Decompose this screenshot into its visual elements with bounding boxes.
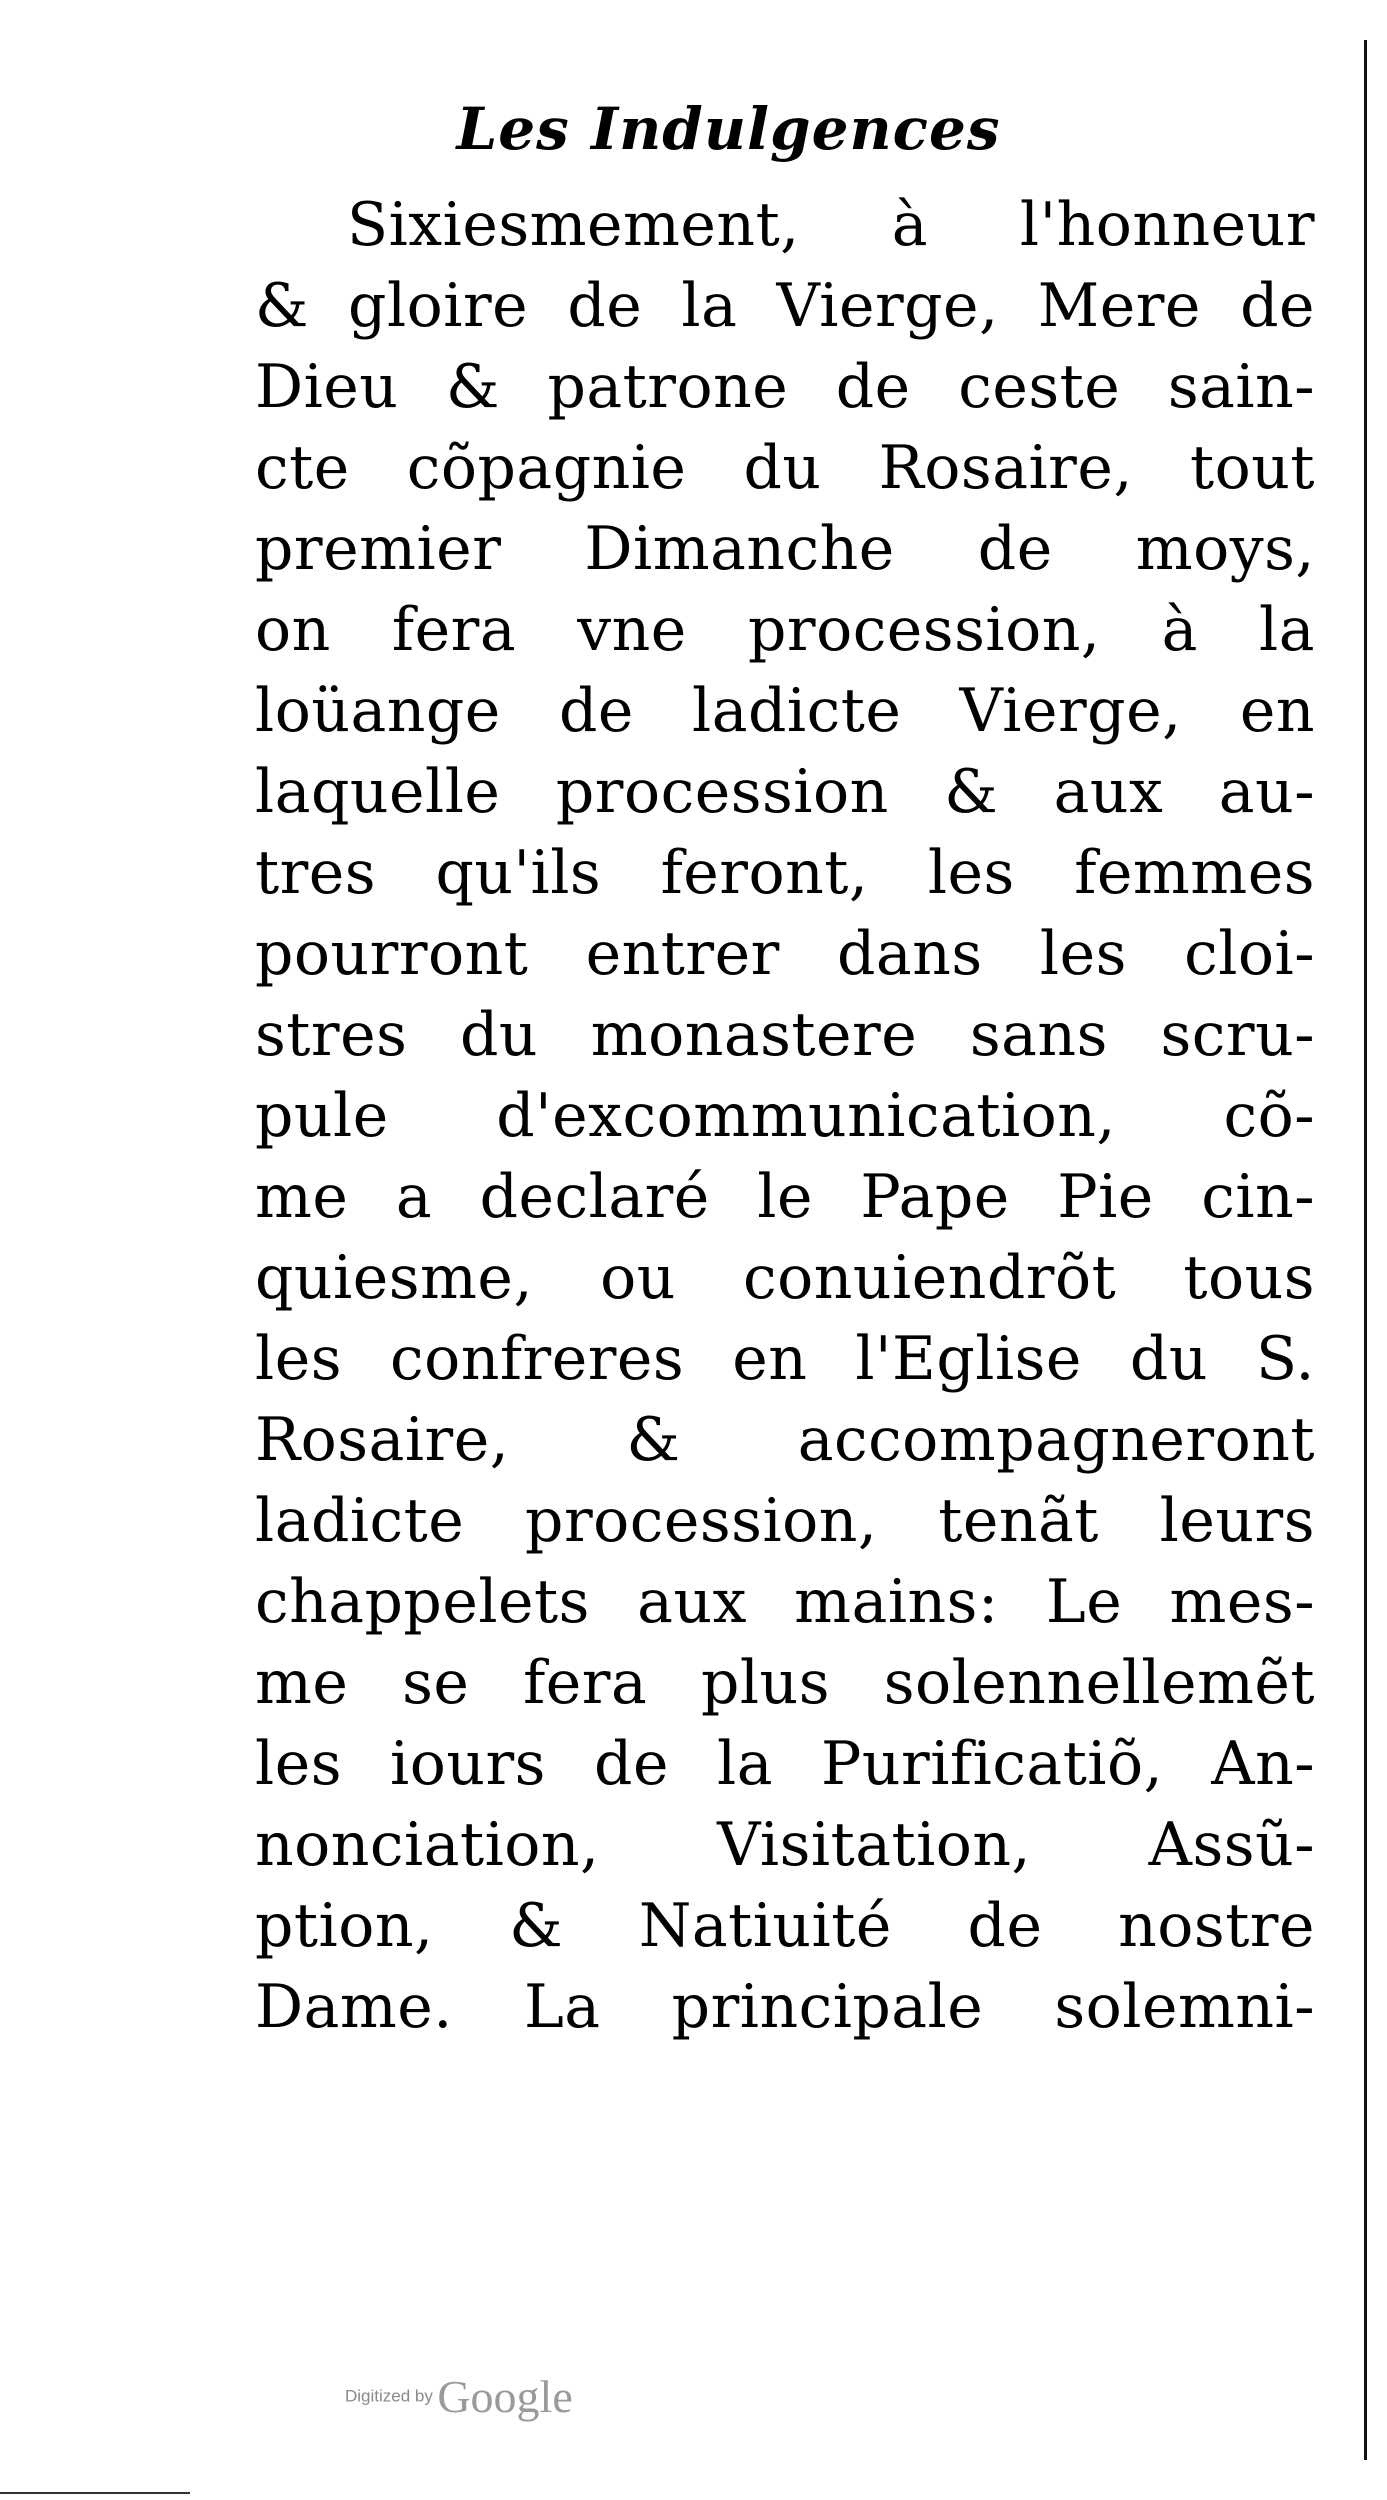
page-edge-line — [1364, 40, 1367, 2460]
text-line: pourront entrer dans les cloi- — [255, 919, 1315, 989]
text-line: stres du monastere sans scru- — [255, 1000, 1315, 1070]
text-line: & gloire de la Vierge, Mere de — [255, 271, 1315, 341]
text-line: pule d'excommunication, cõ- — [255, 1081, 1315, 1151]
scan-edge-mark — [0, 2492, 190, 2494]
text-line: quiesme, ou conuiendrõt tous — [255, 1243, 1315, 1313]
running-head: Les Indulgences — [456, 95, 1001, 163]
digitized-watermark — [345, 2370, 573, 2423]
text-line: les iours de la Purificatiõ, An- — [255, 1729, 1315, 1799]
text-line: Sixiesmement, à l'honneur — [347, 190, 1315, 260]
text-line: les confreres en l'Eglise du S. — [255, 1324, 1315, 1394]
text-line: laquelle procession & aux au- — [255, 757, 1315, 827]
text-line: Dieu & patrone de ceste sain- — [255, 352, 1315, 422]
text-line: on fera vne procession, à la — [255, 595, 1315, 665]
text-line: premier Dimanche de moys, — [255, 514, 1315, 584]
text-line: Rosaire, & accompagneront — [255, 1405, 1315, 1475]
text-line: Dame. La principale solemni- — [255, 1972, 1315, 2042]
body-text — [255, 185, 1315, 2048]
text-line: tres qu'ils feront, les femmes — [255, 838, 1315, 908]
text-line: loüange de ladicte Vierge, en — [255, 676, 1315, 746]
text-line: ladicte procession, tenãt leurs — [255, 1486, 1315, 1556]
text-line: me a declaré le Pape Pie cin- — [255, 1162, 1315, 1232]
text-line: cte cõpagnie du Rosaire, tout — [255, 433, 1315, 503]
text-line: nonciation, Visitation, Assũ- — [255, 1810, 1315, 1880]
text-line: me se fera plus solennellemẽt — [255, 1648, 1315, 1718]
text-line: chappelets aux mains: Le mes- — [255, 1567, 1315, 1637]
text-line: ption, & Natiuité de nostre — [255, 1891, 1315, 1961]
watermark-prefix: Digitized by — [345, 2386, 433, 2406]
google-logo: Google — [437, 2371, 573, 2422]
